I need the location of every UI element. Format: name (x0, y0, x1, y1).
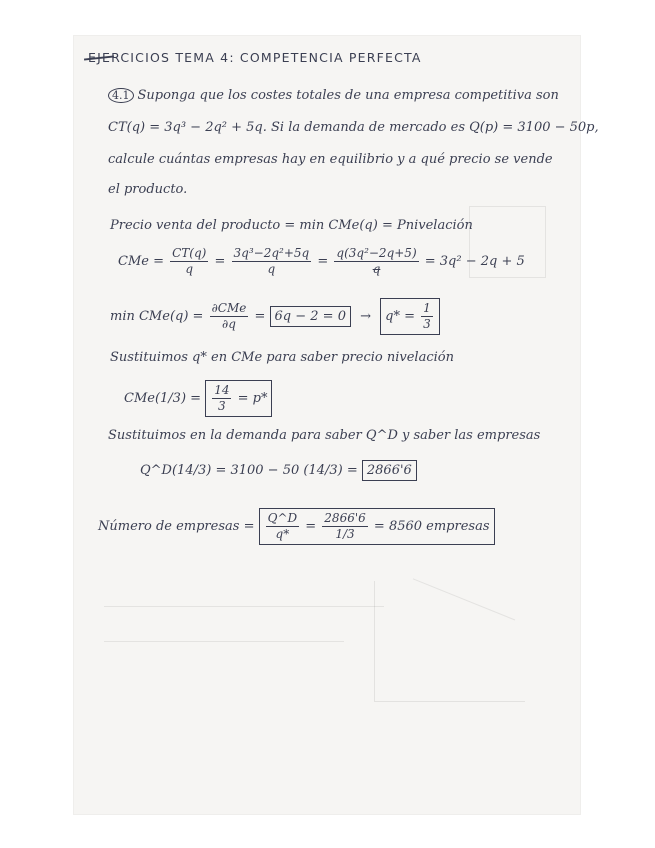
sustituimos-line-2: Sustituimos en la demanda para saber Q^D y saber las empresas (108, 428, 541, 443)
cme-result: = 3q² − 2q + 5 (424, 254, 525, 269)
price-box: $\frac{14}{3}$ = p* (205, 380, 272, 417)
min-lhs: min CMe(q) = (110, 309, 204, 324)
cme-equation: CMe = $\frac{CT(q)}{q}$ = $\frac{\text{3q³−2q²+5q}}{q}$ = $\frac{\text{q(3q²−2q+5)}}{q}$ = 3q² − 2q + 5 (118, 246, 525, 276)
page-title: EJERCICIOS TEMA 4: COMPETENCIA PERFECTA (88, 50, 422, 65)
firms-box: $\frac{Q\^{}D}{q*}$ = $\frac{2866'6}{1/3}$ = 8560 empresas (259, 508, 495, 545)
firms-equation (98, 508, 495, 545)
price-equation (124, 380, 272, 417)
cme-fraction-3: $\frac{\text{q(3q²−2q+5)}}{q}$ (336, 246, 417, 276)
derivative-box: 6q − 2 = 0 (270, 306, 351, 327)
exercise-line-3: calcule cuántas empresas hay en equilibrio y a qué precio se vende (108, 152, 553, 167)
derivative-fraction: $\frac{\text{∂CMe}}{\partial q}$ (211, 301, 247, 331)
cme-fraction-1: $\frac{CT(q)}{q}$ (172, 246, 207, 276)
cme13-lhs: CMe(1/3) = (124, 391, 202, 406)
arrow-icon: → (360, 309, 372, 324)
demand-equation (140, 460, 417, 481)
demand-lhs: Q^D(14/3) = 3100 − 50 (14/3) = (140, 463, 358, 478)
qstar-box: q* = $\frac{1}{3}$ (380, 298, 440, 335)
exercise-line-4: el producto. (108, 182, 188, 197)
cme-fraction-2: $\frac{\text{3q³−2q²+5q}}{q}$ (233, 246, 310, 276)
scanned-page (74, 36, 599, 814)
sustituimos-line-1: Sustituimos q* en CMe para saber precio nivelación (110, 350, 454, 365)
cme-lhs: CMe = (118, 254, 164, 269)
exercise-line-2: CT(q) = 3q³ − 2q² + 5q. Si la demanda de mercado es Q(p) = 3100 − 50p, (108, 120, 599, 135)
min-cme-equation: min CMe(q) = $\frac{\text{∂CMe}}{\partial q}$ = 6q − 2 = 0 → q* = $\frac{1}{3}$ (110, 298, 440, 335)
bleed-through-line (104, 641, 344, 642)
exercise-line-1 (108, 88, 559, 103)
exercise-text: Suponga que los costes totales de una empresa competitiva son (137, 88, 559, 103)
firms-label: Número de empresas = (98, 519, 255, 534)
precio-venta-line: Precio venta del producto = min CMe(q) = Pnivelación (110, 218, 473, 233)
exercise-number: 4.1 (108, 88, 134, 103)
demand-box: 2866'6 (362, 460, 417, 481)
bleed-through-line (104, 606, 384, 607)
